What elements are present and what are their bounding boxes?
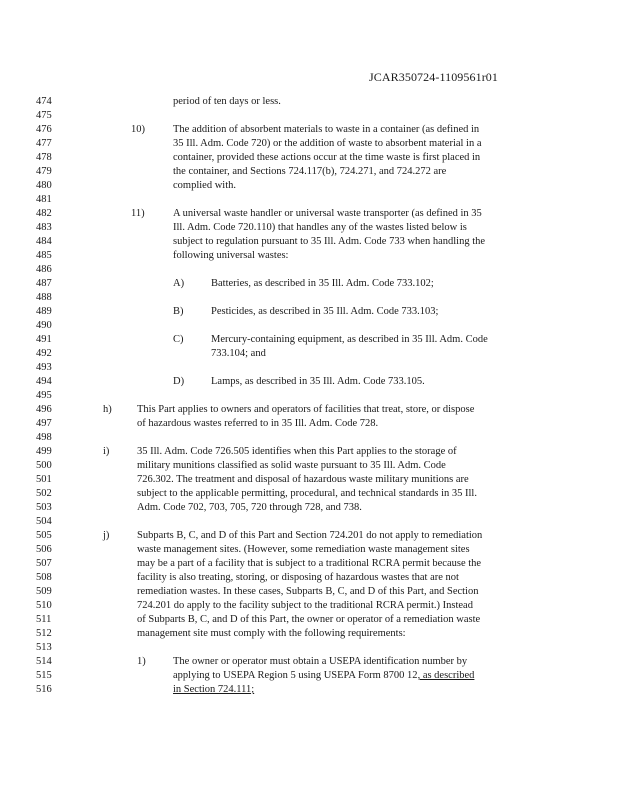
text-line	[173, 669, 474, 683]
line-number: 494	[36, 376, 52, 387]
line-number: 491	[36, 334, 52, 345]
text-line: Lamps, as described in 35 Ill. Adm. Code 733.105.	[211, 376, 425, 387]
line-number: 504	[36, 516, 52, 527]
line-number: 495	[36, 390, 52, 401]
text-line: military munitions classified as solid waste pursuant to 35 Ill. Adm. Code	[137, 460, 446, 471]
line-number: 503	[36, 502, 52, 513]
text-line: subject to regulation pursuant to 35 Ill. Adm. Code 733 when handling the	[173, 236, 486, 247]
line-number: 475	[36, 110, 52, 121]
item-label: j)	[103, 530, 110, 541]
line-number: 511	[36, 614, 52, 625]
text-line: of Subparts B, C, and D of this Part, the owner or operator of a remediation waste	[137, 614, 481, 625]
text-line: may be a part of a facility that is subject to a traditional RCRA permit because the	[137, 558, 482, 569]
text-line: The addition of absorbent materials to waste in a container (as defined in	[173, 124, 480, 135]
text-line: Pesticides, as described in 35 Ill. Adm. Code 733.103;	[211, 306, 439, 317]
item-label: 11)	[131, 208, 145, 219]
line-number: 489	[36, 306, 52, 317]
text-line: 733.104; and	[211, 348, 266, 359]
line-number: 480	[36, 180, 52, 191]
text-line: A universal waste handler or universal waste transporter (as defined in 35	[173, 208, 482, 219]
line-number: 501	[36, 474, 52, 485]
line-number: 500	[36, 460, 52, 471]
line-number: 490	[36, 320, 52, 331]
text-line: following universal wastes:	[173, 250, 289, 261]
line-number: 497	[36, 418, 52, 429]
text-line: of hazardous wastes referred to in 35 Ill. Adm. Code 728.	[137, 418, 379, 429]
line-number: 516	[36, 684, 52, 695]
line-number: 485	[36, 250, 52, 261]
line-number: 498	[36, 432, 52, 443]
text-line: remediation wastes. In these cases, Subparts B, C, and D of this Part, and Section	[137, 586, 479, 597]
text-line: period of ten days or less.	[173, 96, 281, 107]
line-number: 514	[36, 656, 52, 667]
item-label: B)	[173, 306, 184, 317]
line-number: 487	[36, 278, 52, 289]
text-line: management site must comply with the following requirements:	[137, 628, 406, 639]
text-line: 724.201 do apply to the facility subject to the traditional RCRA permit.) Instead	[137, 600, 473, 611]
line-number: 477	[36, 138, 52, 149]
item-label: A)	[173, 278, 185, 289]
line-number: 509	[36, 586, 52, 597]
line-number: 481	[36, 194, 52, 205]
added-text-underlined: , as described	[417, 670, 475, 681]
text-line: The owner or operator must obtain a USEPA identification number by	[173, 656, 468, 667]
added-text-underlined: in Section 724.111;	[173, 684, 255, 695]
item-label: D)	[173, 376, 185, 387]
text-line: subject to the applicable permitting, procedural, and technical standards in 35 Ill.	[137, 488, 477, 499]
text-line: waste management sites. (However, some remediation waste management sites	[137, 544, 470, 555]
line-number: 508	[36, 572, 52, 583]
line-number: 476	[36, 124, 52, 135]
text-line: 35 Ill. Adm. Code 726.505 identifies when this Part applies to the storage of	[137, 446, 457, 457]
line-number: 512	[36, 628, 52, 639]
document-id-header: JCAR350724-1109561r01	[369, 70, 498, 84]
item-label: 1)	[137, 656, 146, 667]
line-number: 474	[36, 96, 52, 107]
text-line: Subparts B, C, and D of this Part and Section 724.201 do not apply to remediation	[137, 530, 483, 541]
line-number: 513	[36, 642, 52, 653]
line-number: 496	[36, 404, 52, 415]
line-number: 486	[36, 264, 52, 275]
line-number: 484	[36, 236, 52, 247]
line-number: 483	[36, 222, 52, 233]
line-number: 502	[36, 488, 52, 499]
line-number: 510	[36, 600, 52, 611]
text-line: Mercury-containing equipment, as described in 35 Ill. Adm. Code	[211, 334, 488, 345]
text-line: container, provided these actions occur at the time waste is first placed in	[173, 152, 481, 163]
text-line: facility is also treating, storing, or disposing of hazardous wastes that are not	[137, 572, 459, 583]
text-line: Adm. Code 702, 703, 705, 720 through 728, and 738.	[137, 502, 362, 513]
line-number: 492	[36, 348, 52, 359]
item-label: 10)	[131, 124, 145, 135]
text-line: Batteries, as described in 35 Ill. Adm. Code 733.102;	[211, 278, 434, 289]
text-line: This Part applies to owners and operators of facilities that treat, store, or dispose	[137, 404, 475, 415]
line-number: 515	[36, 670, 52, 681]
text-line: the container, and Sections 724.117(b), 724.271, and 724.272 are	[173, 166, 447, 177]
item-label: i)	[103, 446, 110, 457]
text-segment: applying to USEPA Region 5 using USEPA Form 8700 12	[173, 670, 418, 681]
line-number: 493	[36, 362, 52, 373]
line-number: 479	[36, 166, 52, 177]
text-line: Ill. Adm. Code 720.110) that handles any of the wastes listed below is	[173, 222, 467, 233]
line-number: 507	[36, 558, 52, 569]
line-number: 478	[36, 152, 52, 163]
text-line: complied with.	[173, 180, 236, 191]
line-number: 505	[36, 530, 52, 541]
line-number: 499	[36, 446, 52, 457]
text-line: 726.302. The treatment and disposal of hazardous waste military munitions are	[137, 474, 469, 485]
text-line: 35 Ill. Adm. Code 720) or the addition of waste to absorbent material in a	[173, 138, 482, 149]
item-label: C)	[173, 334, 184, 345]
line-number: 488	[36, 292, 52, 303]
line-number: 506	[36, 544, 52, 555]
item-label: h)	[103, 404, 112, 415]
line-number: 482	[36, 208, 52, 219]
